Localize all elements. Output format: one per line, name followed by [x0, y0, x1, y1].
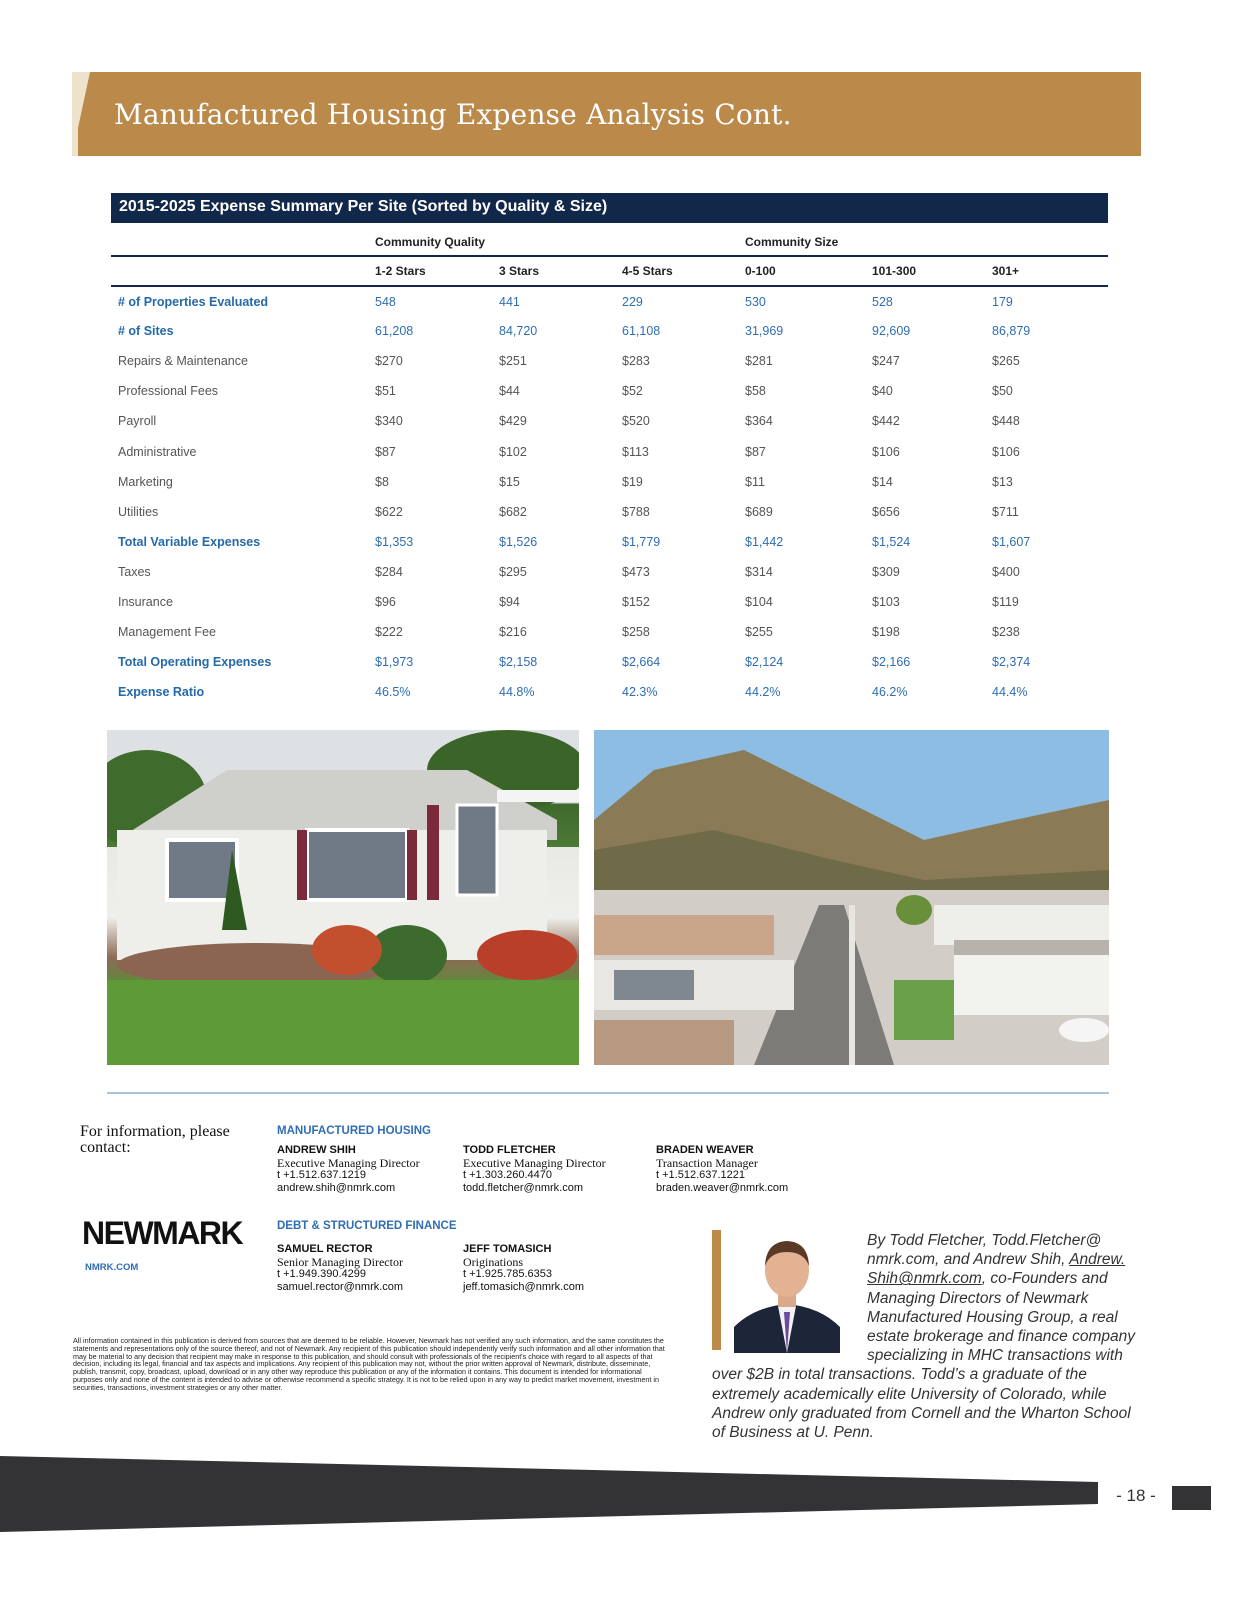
contact-email[interactable]: samuel.rector@nmrk.com — [277, 1280, 404, 1293]
table-cell: $520 — [622, 414, 650, 429]
contact-phone: t +1.949.390.4299 — [277, 1268, 366, 1280]
contact-phone: t +1.512.637.1219 — [277, 1169, 366, 1181]
group-community-quality: Community Quality — [375, 223, 745, 256]
table-row — [111, 286, 1108, 316]
page-tab — [1172, 1486, 1211, 1510]
contact-intro: For information, please contact: — [80, 1123, 230, 1156]
table-cell: $14 — [872, 474, 893, 489]
table-cell: $314 — [745, 564, 773, 579]
table-cell: $40 — [872, 384, 893, 399]
contact-phone: t +1.512.637.1221 — [656, 1169, 745, 1181]
section-divider — [107, 1092, 1109, 1094]
table-cell: $1,779 — [622, 534, 661, 549]
contact-title: Originations — [463, 1254, 523, 1269]
column-header: 3 Stars — [499, 256, 622, 286]
table-row — [111, 647, 1108, 677]
website-link[interactable]: NMRK.COM — [85, 1262, 139, 1273]
table-cell: $281 — [745, 354, 773, 369]
table-cell: $656 — [872, 504, 900, 519]
author-headshot — [734, 1232, 840, 1353]
bio-text-part: , co-Founders and Managing Directors of Newmark Manufactured Housing Group, a real estate brokerage and finance company specializing in MHC transactions with over $2B in total transactions. Todd’s a graduate of the extremely academically elite University of Colorado, while Andrew only graduated from Cornell and the Wharton School of Business at U. Penn. — [712, 1270, 1135, 1442]
table-cell: $238 — [992, 625, 1020, 640]
table-cell: $682 — [499, 504, 527, 519]
contact-card — [463, 1144, 606, 1194]
table-cell: $2,158 — [499, 655, 538, 670]
table-cell: $44 — [499, 384, 520, 399]
table-cell: 42.3% — [622, 685, 658, 700]
table-cell: $400 — [992, 564, 1020, 579]
table-cell: $8 — [375, 474, 389, 489]
contact-email[interactable]: braden.weaver@nmrk.com — [656, 1181, 789, 1194]
table-cell: $473 — [622, 564, 650, 579]
column-header: 1-2 Stars — [375, 256, 499, 286]
manufactured-housing-heading: MANUFACTURED HOUSING — [277, 1125, 431, 1137]
row-label: # of Sites — [118, 324, 174, 339]
table-cell: $106 — [872, 444, 900, 459]
table-cell: 44.2% — [745, 685, 781, 700]
contact-card — [656, 1144, 788, 1194]
contact-email[interactable]: andrew.shih@nmrk.com — [277, 1181, 396, 1194]
row-label: Taxes — [118, 564, 151, 579]
table-cell: $1,526 — [499, 534, 538, 549]
table-cell: $309 — [872, 564, 900, 579]
table-cell: $106 — [992, 444, 1020, 459]
table-row — [111, 497, 1108, 527]
contact-title: Senior Managing Director — [277, 1254, 403, 1269]
debt-finance-heading: DEBT & STRUCTURED FINANCE — [277, 1220, 457, 1232]
contact-name: BRADEN WEAVER — [656, 1144, 754, 1156]
row-label: Payroll — [118, 414, 157, 429]
table-cell: 92,609 — [872, 324, 911, 339]
footer-band — [0, 1452, 1236, 1600]
table-body — [111, 286, 1108, 707]
table-cell: $283 — [622, 354, 650, 369]
table-cell: $442 — [872, 414, 900, 429]
table-cell: $102 — [499, 444, 527, 459]
table-cell: $265 — [992, 354, 1020, 369]
table-cell: $284 — [375, 564, 403, 579]
contact-name: SAMUEL RECTOR — [277, 1243, 373, 1255]
table-cell: $2,374 — [992, 655, 1031, 670]
row-label: Expense Ratio — [118, 685, 205, 700]
table-cell: $104 — [745, 594, 773, 609]
table-cell: $222 — [375, 625, 403, 640]
table-cell: $711 — [992, 504, 1019, 519]
table-cell: 441 — [499, 294, 520, 309]
table-cell: $622 — [375, 504, 403, 519]
row-label: Marketing — [118, 474, 173, 489]
table-cell: 84,720 — [499, 324, 538, 339]
table-cell: 530 — [745, 294, 766, 309]
table-cell: $50 — [992, 384, 1013, 399]
table-cell: 528 — [872, 294, 893, 309]
contact-name: JEFF TOMASICH — [463, 1243, 552, 1255]
bio-text-part: By Todd Fletcher, Todd.Fletcher@ nmrk.com, and Andrew Shih, — [867, 1232, 1102, 1269]
contact-phone: t +1.925.785.6353 — [463, 1268, 552, 1280]
contact-email[interactable]: jeff.tomasich@nmrk.com — [463, 1280, 584, 1293]
table-cell: $94 — [499, 594, 520, 609]
contact-phone: t +1.303.260.4470 — [463, 1169, 552, 1181]
table-row — [111, 617, 1108, 647]
table-cell: $2,124 — [745, 655, 784, 670]
table-cell: $103 — [872, 594, 900, 609]
table-cell: $258 — [622, 625, 650, 640]
contact-card — [277, 1243, 403, 1293]
table-row — [111, 467, 1108, 497]
table-cell: 86,879 — [992, 324, 1031, 339]
table-row — [111, 527, 1108, 557]
contact-title: Transaction Manager — [656, 1155, 758, 1170]
table-cell: $13 — [992, 474, 1013, 489]
table-row — [111, 406, 1108, 436]
legal-disclaimer: All information contained in this publication is derived from sources that are deemed to be reliable. However, Newmark has not verified any such information, and the same constitutes the statements and representations only of the source thereof, and not of Newmark. Any recipient of this publication should independently verify such information and all other information that may be material to any decision that recipient may make in response to this publication, and should consult with professionals of the recipient's choice with regard to all aspects of that decision, including its legal, financial and tax aspects and implications. Any recipient of this publication may not, without the prior written approval of Newmark, distribute, disseminate, publish, transmit, copy, broadcast, upload, download or in any other way reproduce this publication or any of the information it contains. This document is intended for informational purposes only and none of the content is intended to advise or otherwise recommend a specific strategy. It is not to be relied upon in any way to predict market movement, investment in securities, transactions, investment strategies or any other matter. — [73, 1336, 665, 1392]
contact-title: Executive Managing Director — [277, 1155, 420, 1170]
page-header-banner — [72, 72, 1141, 156]
table-cell: 44.8% — [499, 685, 535, 700]
column-header: 4-5 Stars — [622, 256, 745, 286]
table-cell: $448 — [992, 414, 1020, 429]
table-cell: $11 — [745, 474, 765, 489]
manufactured-home-photo — [107, 730, 579, 1065]
table-cell: $270 — [375, 354, 403, 369]
page-number: - 18 - — [1116, 1486, 1156, 1505]
column-header: 301+ — [992, 256, 1108, 286]
table-cell: $689 — [745, 504, 773, 519]
table-cell: $58 — [745, 384, 766, 399]
table-cell: $119 — [992, 594, 1019, 609]
row-label: Management Fee — [118, 625, 216, 640]
table-cell: 46.5% — [375, 685, 411, 700]
table-cell: $1,607 — [992, 534, 1031, 549]
table-cell: $96 — [375, 594, 396, 609]
table-row — [111, 376, 1108, 406]
community-aerial-photo — [594, 730, 1109, 1065]
table-cell: $1,524 — [872, 534, 911, 549]
table-cell: $216 — [499, 625, 527, 640]
banner-accent-tab — [72, 72, 90, 156]
table-row — [111, 557, 1108, 587]
contact-card — [463, 1243, 584, 1293]
table-cell: $1,442 — [745, 534, 784, 549]
row-label: Total Variable Expenses — [118, 534, 261, 549]
table-cell: 44.4% — [992, 685, 1028, 700]
table-cell: $251 — [499, 354, 527, 369]
table-cell: $429 — [499, 414, 527, 429]
table-title: 2015-2025 Expense Summary Per Site (Sorted by Quality & Size) — [111, 193, 1108, 223]
author-email-link[interactable]: Andrew. Shih@nmrk.com — [867, 1251, 1126, 1288]
table-cell: $113 — [622, 444, 649, 459]
table-cell: $2,166 — [872, 655, 911, 670]
newmark-logo: NEWMARK — [82, 1215, 243, 1251]
table-row — [111, 316, 1108, 346]
table-cell: 61,208 — [375, 324, 414, 339]
row-label: # of Properties Evaluated — [118, 294, 269, 309]
table-cell: $340 — [375, 414, 403, 429]
table-cell: $255 — [745, 625, 773, 640]
contact-email[interactable]: todd.fletcher@nmrk.com — [463, 1181, 583, 1194]
table-cell: 229 — [622, 294, 643, 309]
column-header: 101-300 — [872, 256, 992, 286]
expense-summary-table — [111, 193, 1108, 707]
contact-name: ANDREW SHIH — [277, 1144, 356, 1156]
table-cell: 31,969 — [745, 324, 784, 339]
table-cell: $87 — [745, 444, 766, 459]
table-cell: $364 — [745, 414, 773, 429]
column-header: 0-100 — [745, 256, 872, 286]
contact-card — [277, 1144, 420, 1194]
table-cell: $152 — [622, 594, 650, 609]
table-column-header — [111, 256, 1108, 286]
row-label: Repairs & Maintenance — [118, 354, 248, 369]
table-group-header — [111, 223, 1108, 256]
table-cell: $1,353 — [375, 534, 414, 549]
contact-title: Executive Managing Director — [463, 1155, 606, 1170]
table-cell: $87 — [375, 444, 396, 459]
group-community-size: Community Size — [745, 223, 1108, 256]
table-cell: $247 — [872, 354, 900, 369]
table-cell: $15 — [499, 474, 520, 489]
table-cell: 548 — [375, 294, 396, 309]
table-cell: $295 — [499, 564, 527, 579]
table-cell: $2,664 — [622, 655, 661, 670]
contact-name: TODD FLETCHER — [463, 1144, 556, 1156]
table-cell: $52 — [622, 384, 643, 399]
table-cell: 61,108 — [622, 324, 661, 339]
table-cell: 179 — [992, 294, 1013, 309]
table-row — [111, 436, 1108, 466]
row-label: Total Operating Expenses — [118, 655, 272, 670]
table-cell: $1,973 — [375, 655, 414, 670]
table-cell: $198 — [872, 625, 900, 640]
table-cell: $788 — [622, 504, 650, 519]
table-row — [111, 677, 1108, 707]
table-cell: $51 — [375, 384, 396, 399]
table-row — [111, 346, 1108, 376]
row-label: Administrative — [118, 444, 197, 459]
row-label: Utilities — [118, 504, 159, 519]
row-label: Insurance — [118, 594, 173, 609]
page-title: Manufactured Housing Expense Analysis Cont. — [114, 98, 792, 131]
table-cell: 46.2% — [872, 685, 908, 700]
row-label: Professional Fees — [118, 384, 219, 399]
table-cell: $19 — [622, 474, 643, 489]
table-row — [111, 587, 1108, 617]
